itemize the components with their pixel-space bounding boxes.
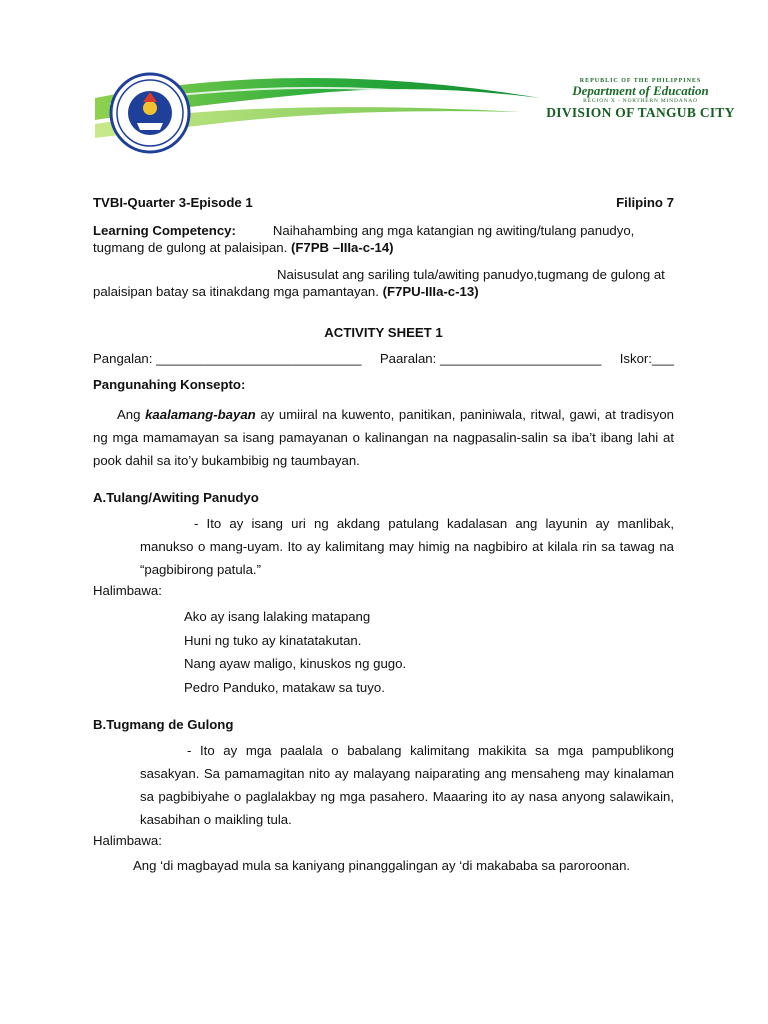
school-blank: ______________________ bbox=[439, 351, 602, 366]
activity-title: ACTIVITY SHEET 1 bbox=[324, 325, 443, 340]
activity-sheet-body bbox=[93, 194, 674, 877]
competency-2-text: Naisusulat ang sariling tula/awiting panudyo,tugmang de gulong at palaisipan batay sa itinakdang mga pamantayan. bbox=[93, 267, 665, 299]
form-row bbox=[93, 350, 674, 367]
region-line: REGION X - NORTHERN MINDANAO bbox=[583, 98, 698, 104]
concept-paragraph bbox=[93, 403, 674, 472]
score-blank: ___ bbox=[651, 351, 674, 366]
competency-1-code: (F7PB –IIIa-c-14) bbox=[290, 240, 394, 255]
name-label: Pangalan: bbox=[93, 351, 153, 366]
concept-term: kaalamang-bayan bbox=[145, 407, 256, 422]
concept-body: ay umiiral na kuwento, panitikan, paniniwala, ritwal, gawi, at tradisyon ng mga mamamayan sa isang pamayanan o kalinangan na nagpasalin-salin sa iba’t ibang lahi at pook dahil sa ito’y bukambibig ng taumbayan. bbox=[93, 407, 674, 468]
section-a-example-label: Halimbawa: bbox=[93, 583, 162, 598]
subject-label: Filipino 7 bbox=[616, 195, 674, 210]
competency-2 bbox=[93, 266, 674, 300]
example-line: Nang ayaw maligo, kinuskos ng gugo. bbox=[184, 656, 407, 671]
concept-lead: Ang bbox=[117, 407, 141, 422]
score-field[interactable] bbox=[620, 350, 674, 367]
section-b-example-label: Halimbawa: bbox=[93, 833, 162, 848]
section-a-heading: A.Tulang/Awiting Panudyo bbox=[93, 490, 259, 505]
deped-seal-icon bbox=[111, 74, 189, 152]
section-a-definition: - Ito ay isang uri ng akdang patulang kadalasan ang layunin ay manlibak, manukso o mang-uyam. Ito ay kalimitang may himig na nagbibiro at kilala rin sa tawag na “pagbibirong patula.” bbox=[140, 516, 674, 577]
section-b-heading: B.Tugmang de Gulong bbox=[93, 717, 234, 732]
section-a-examples bbox=[184, 605, 674, 699]
school-label: Paaralan: bbox=[379, 351, 437, 366]
competency-2-code: (F7PU-IIIa-c-13) bbox=[382, 284, 479, 299]
name-blank: ____________________________ bbox=[156, 351, 362, 366]
episode-label: TVBI-Quarter 3-Episode 1 bbox=[93, 195, 253, 210]
competency-label: Learning Competency: bbox=[93, 223, 236, 238]
section-b-example: Ang ‘di magbayad mula sa kaniyang pinanggalingan ay ‘di makababa sa paroroonan. bbox=[133, 858, 631, 873]
example-line: Pedro Panduko, matakaw sa tuyo. bbox=[184, 679, 385, 695]
score-label: Iskor: bbox=[619, 351, 652, 366]
division-name: DIVISION OF TANGUB CITY bbox=[546, 105, 735, 120]
section-b-definition: - Ito ay mga paalala o babalang kalimitang makikita sa mga pampublikong sasakyan. Sa pamamagitan nito ay malayang naiparating ang mensaheng may kinalaman sa pagbibiyahe o paglalakbay ng mga pasahero. Maaaring ito ay nasa anyong salawikain, kasabihan o maikling tula. bbox=[140, 743, 674, 827]
department-line: Department of Education bbox=[572, 83, 709, 98]
name-field[interactable] bbox=[93, 350, 361, 367]
school-field[interactable] bbox=[380, 350, 601, 367]
competency-1 bbox=[93, 222, 674, 256]
concept-heading: Pangunahing Konsepto: bbox=[93, 377, 246, 392]
republic-line: REPUBLIC OF THE PHILIPPINES bbox=[579, 78, 702, 84]
letterhead-text bbox=[533, 78, 748, 121]
example-line: Ako ay isang lalaking matapang bbox=[184, 609, 371, 624]
episode-row bbox=[93, 194, 674, 211]
example-line: Huni ng tuko ay kinatatakutan. bbox=[184, 632, 362, 648]
competency-1-text: Naihahambing ang mga katangian ng awiting/tulang panudyo, tugmang de gulong at palaisipan. bbox=[93, 223, 635, 255]
